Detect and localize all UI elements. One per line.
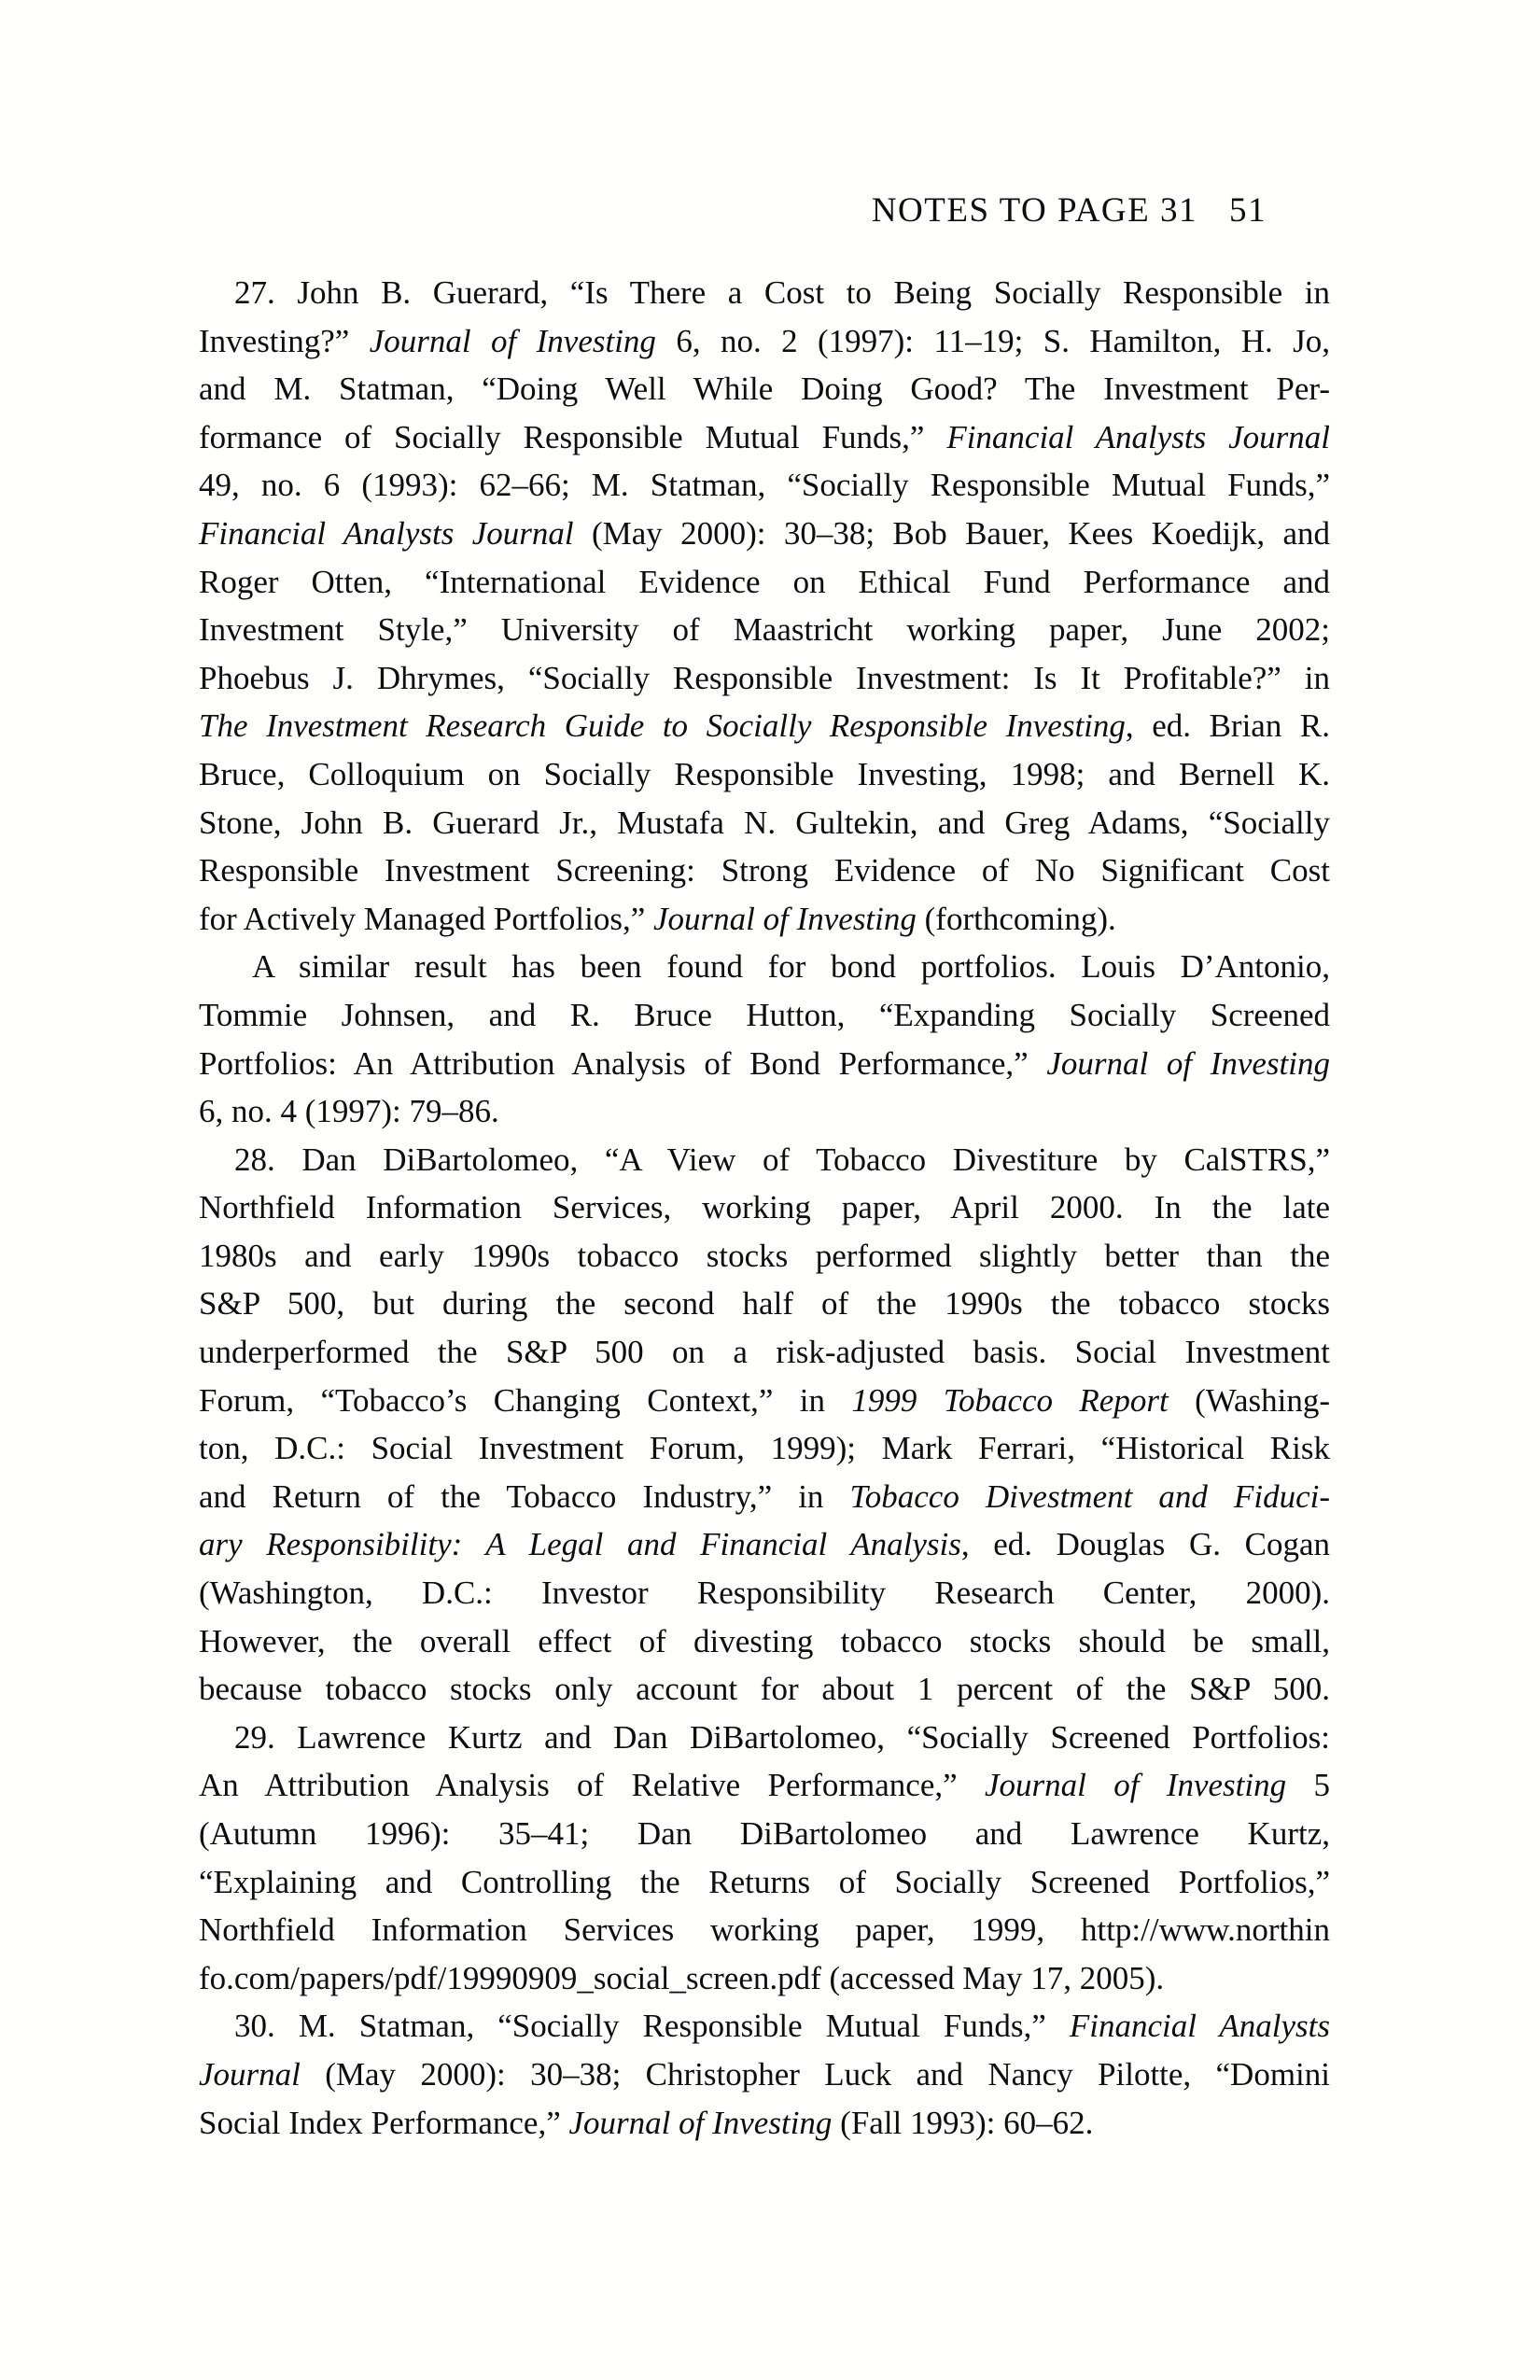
text-segment: 5 [1286,1767,1330,1804]
text-line [199,1040,1330,1088]
text-segment: 1980s and early 1990s tobacco stocks performed slightly better than the [199,1237,1330,1274]
text-segment: Investing?” [199,322,370,359]
cited-title: ary Responsibility: A Legal and Financial Analysis [199,1526,961,1563]
cited-title: Financial Analysts [1069,2008,1330,2045]
cited-title: Tobacco Divestment and Fiduci- [849,1477,1330,1515]
text-segment: Northfield Information Services working paper, 1999, http://www.northin [199,1911,1330,1949]
text-segment: (Washing- [1168,1381,1330,1419]
cited-title: Journal of Investing [568,2104,833,2141]
text-segment: 6, no. 2 (1997): 11–19; S. Hamilton, H. Jo, [655,322,1331,359]
text-line [199,365,1330,413]
text-segment: and M. Statman, “Doing Well While Doing Good? The Investment Per- [199,371,1330,408]
cited-title: Financial Analysts Journal [946,418,1330,455]
text-segment: Roger Otten, “International Evidence on Ethical Fund Performance and [199,563,1330,600]
text-line [199,317,1330,366]
text-line [199,1424,1330,1473]
text-segment: Responsible Investment Screening: Strong Evidence of No Significant Cost [199,852,1330,889]
text-line [199,461,1330,510]
text-line [199,2051,1330,2099]
text-line [199,1183,1330,1232]
cited-title: Financial Analysts Journal [199,514,574,552]
text-segment: for Actively Managed Portfolios,” [199,900,653,937]
page-header [872,190,1267,231]
cited-title: Journal [199,2055,301,2093]
text-line [199,1761,1330,1810]
text-line [199,702,1330,750]
text-segment: (forthcoming). [916,900,1116,937]
text-line [199,943,1330,991]
text-line [199,269,1330,317]
text-line [199,606,1330,654]
cited-title: The Investment Research Guide to Socially Responsible Investing [199,707,1126,745]
text-segment: (Autumn 1996): 35–41; Dan DiBartolomeo and Lawrence Kurtz, [199,1815,1330,1852]
text-segment: 49, no. 6 (1993): 62–66; M. Statman, “Socially Responsible Mutual Funds,” [199,467,1330,504]
text-segment: An Attribution Analysis of Relative Performance,” [199,1767,985,1804]
text-segment: Portfolios: An Attribution Analysis of Bond Performance,” [199,1044,1047,1082]
text-segment: ton, D.C.: Social Investment Forum, 1999); Mark Ferrari, “Historical Risk [199,1430,1330,1467]
text-segment: formance of Socially Responsible Mutual Funds,” [199,418,947,455]
text-segment: Tommie Johnsen, and R. Bruce Hutton, “Expanding Socially Screened [199,996,1330,1033]
text-line [199,1232,1330,1281]
cited-title: Journal of Investing [985,1767,1287,1804]
text-line [199,1906,1330,1954]
text-segment: Northfield Information Services, working paper, April 2000. In the late [199,1189,1330,1226]
notes-text-block [199,269,1330,2147]
text-segment: 28. Dan DiBartolomeo, “A View of Tobacco Divestiture by CalSTRS,” [234,1141,1330,1178]
text-segment: However, the overall effect of divesting tobacco stocks should be small, [199,1622,1330,1659]
text-line [199,1810,1330,1858]
text-line [199,654,1330,703]
text-line [199,1665,1330,1714]
text-line [199,1087,1330,1136]
text-segment: Bruce, Colloquium on Socially Responsible Investing, 1998; and Bernell K. [199,755,1330,792]
text-line [199,2002,1330,2051]
page-number: 51 [1229,191,1267,230]
text-line [199,558,1330,607]
running-head: NOTES TO PAGE 31 [871,191,1197,230]
text-segment: fo.com/papers/pdf/19990909_social_screen.pdf (accessed May 17, 2005). [199,1959,1165,1996]
text-line [199,510,1330,558]
text-segment: and Return of the Tobacco Industry,” in [199,1477,850,1515]
cited-title: Journal of Investing [369,322,656,359]
text-line [199,1617,1330,1666]
text-segment: because tobacco stocks only account for about 1 percent of the S&P 500. [199,1671,1330,1708]
text-segment: 29. Lawrence Kurtz and Dan DiBartolomeo, “Socially Screened Portfolios: [234,1718,1330,1756]
text-line [199,413,1330,462]
cited-title: Journal of Investing [652,900,917,937]
cited-title: 1999 Tobacco Report [851,1381,1169,1419]
text-segment: (Washington, D.C.: Investor Responsibility Research Center, 2000). [199,1575,1330,1612]
text-line [199,1328,1330,1377]
text-line [199,895,1330,944]
text-segment: 27. John B. Guerard, “Is There a Cost to Being Socially Responsible in [234,274,1330,311]
text-line [199,1569,1330,1617]
text-segment: 30. M. Statman, “Socially Responsible Mutual Funds,” [234,2008,1070,2045]
text-line [199,1136,1330,1184]
text-segment: Social Index Performance,” [199,2104,569,2141]
text-segment: 6, no. 4 (1997): 79–86. [199,1093,499,1130]
text-segment: Stone, John B. Guerard Jr., Mustafa N. Gultekin, and Greg Adams, “Socially [199,804,1330,841]
text-segment: (Fall 1993): 60–62. [832,2104,1094,2141]
text-segment: (May 2000): 30–38; Christopher Luck and Nancy Pilotte, “Domini [300,2055,1330,2093]
text-line [199,1473,1330,1521]
cited-title: Journal of Investing [1046,1044,1331,1082]
text-line [199,1520,1330,1569]
text-line [199,2099,1330,2148]
text-segment: Investment Style,” University of Maastricht working paper, June 2002; [199,611,1330,649]
text-line [199,1714,1330,1762]
text-segment: S&P 500, but during the second half of the 1990s the tobacco stocks [199,1285,1330,1323]
text-line [199,1280,1330,1328]
text-line [199,750,1330,799]
text-line [199,1858,1330,1907]
text-line [199,1954,1330,2003]
text-line [199,799,1330,847]
text-line [199,1377,1330,1425]
text-line [199,991,1330,1040]
text-line [199,847,1330,895]
text-segment: “Explaining and Controlling the Returns of Socially Screened Portfolios,” [199,1863,1330,1900]
text-segment: , ed. Brian R. [1125,707,1331,745]
text-segment: underperformed the S&P 500 on a risk-adjusted basis. Social Investment [199,1334,1330,1371]
text-segment: (May 2000): 30–38; Bob Bauer, Kees Koedijk, and [573,514,1331,552]
text-segment: Forum, “Tobacco’s Changing Context,” in [199,1381,852,1419]
text-segment: A similar result has been found for bond portfolios. Louis D’Antonio, [252,948,1330,986]
text-segment: Phoebus J. Dhrymes, “Socially Responsible Investment: Is It Profitable?” in [199,659,1330,696]
text-segment: , ed. Douglas G. Cogan [960,1526,1330,1563]
